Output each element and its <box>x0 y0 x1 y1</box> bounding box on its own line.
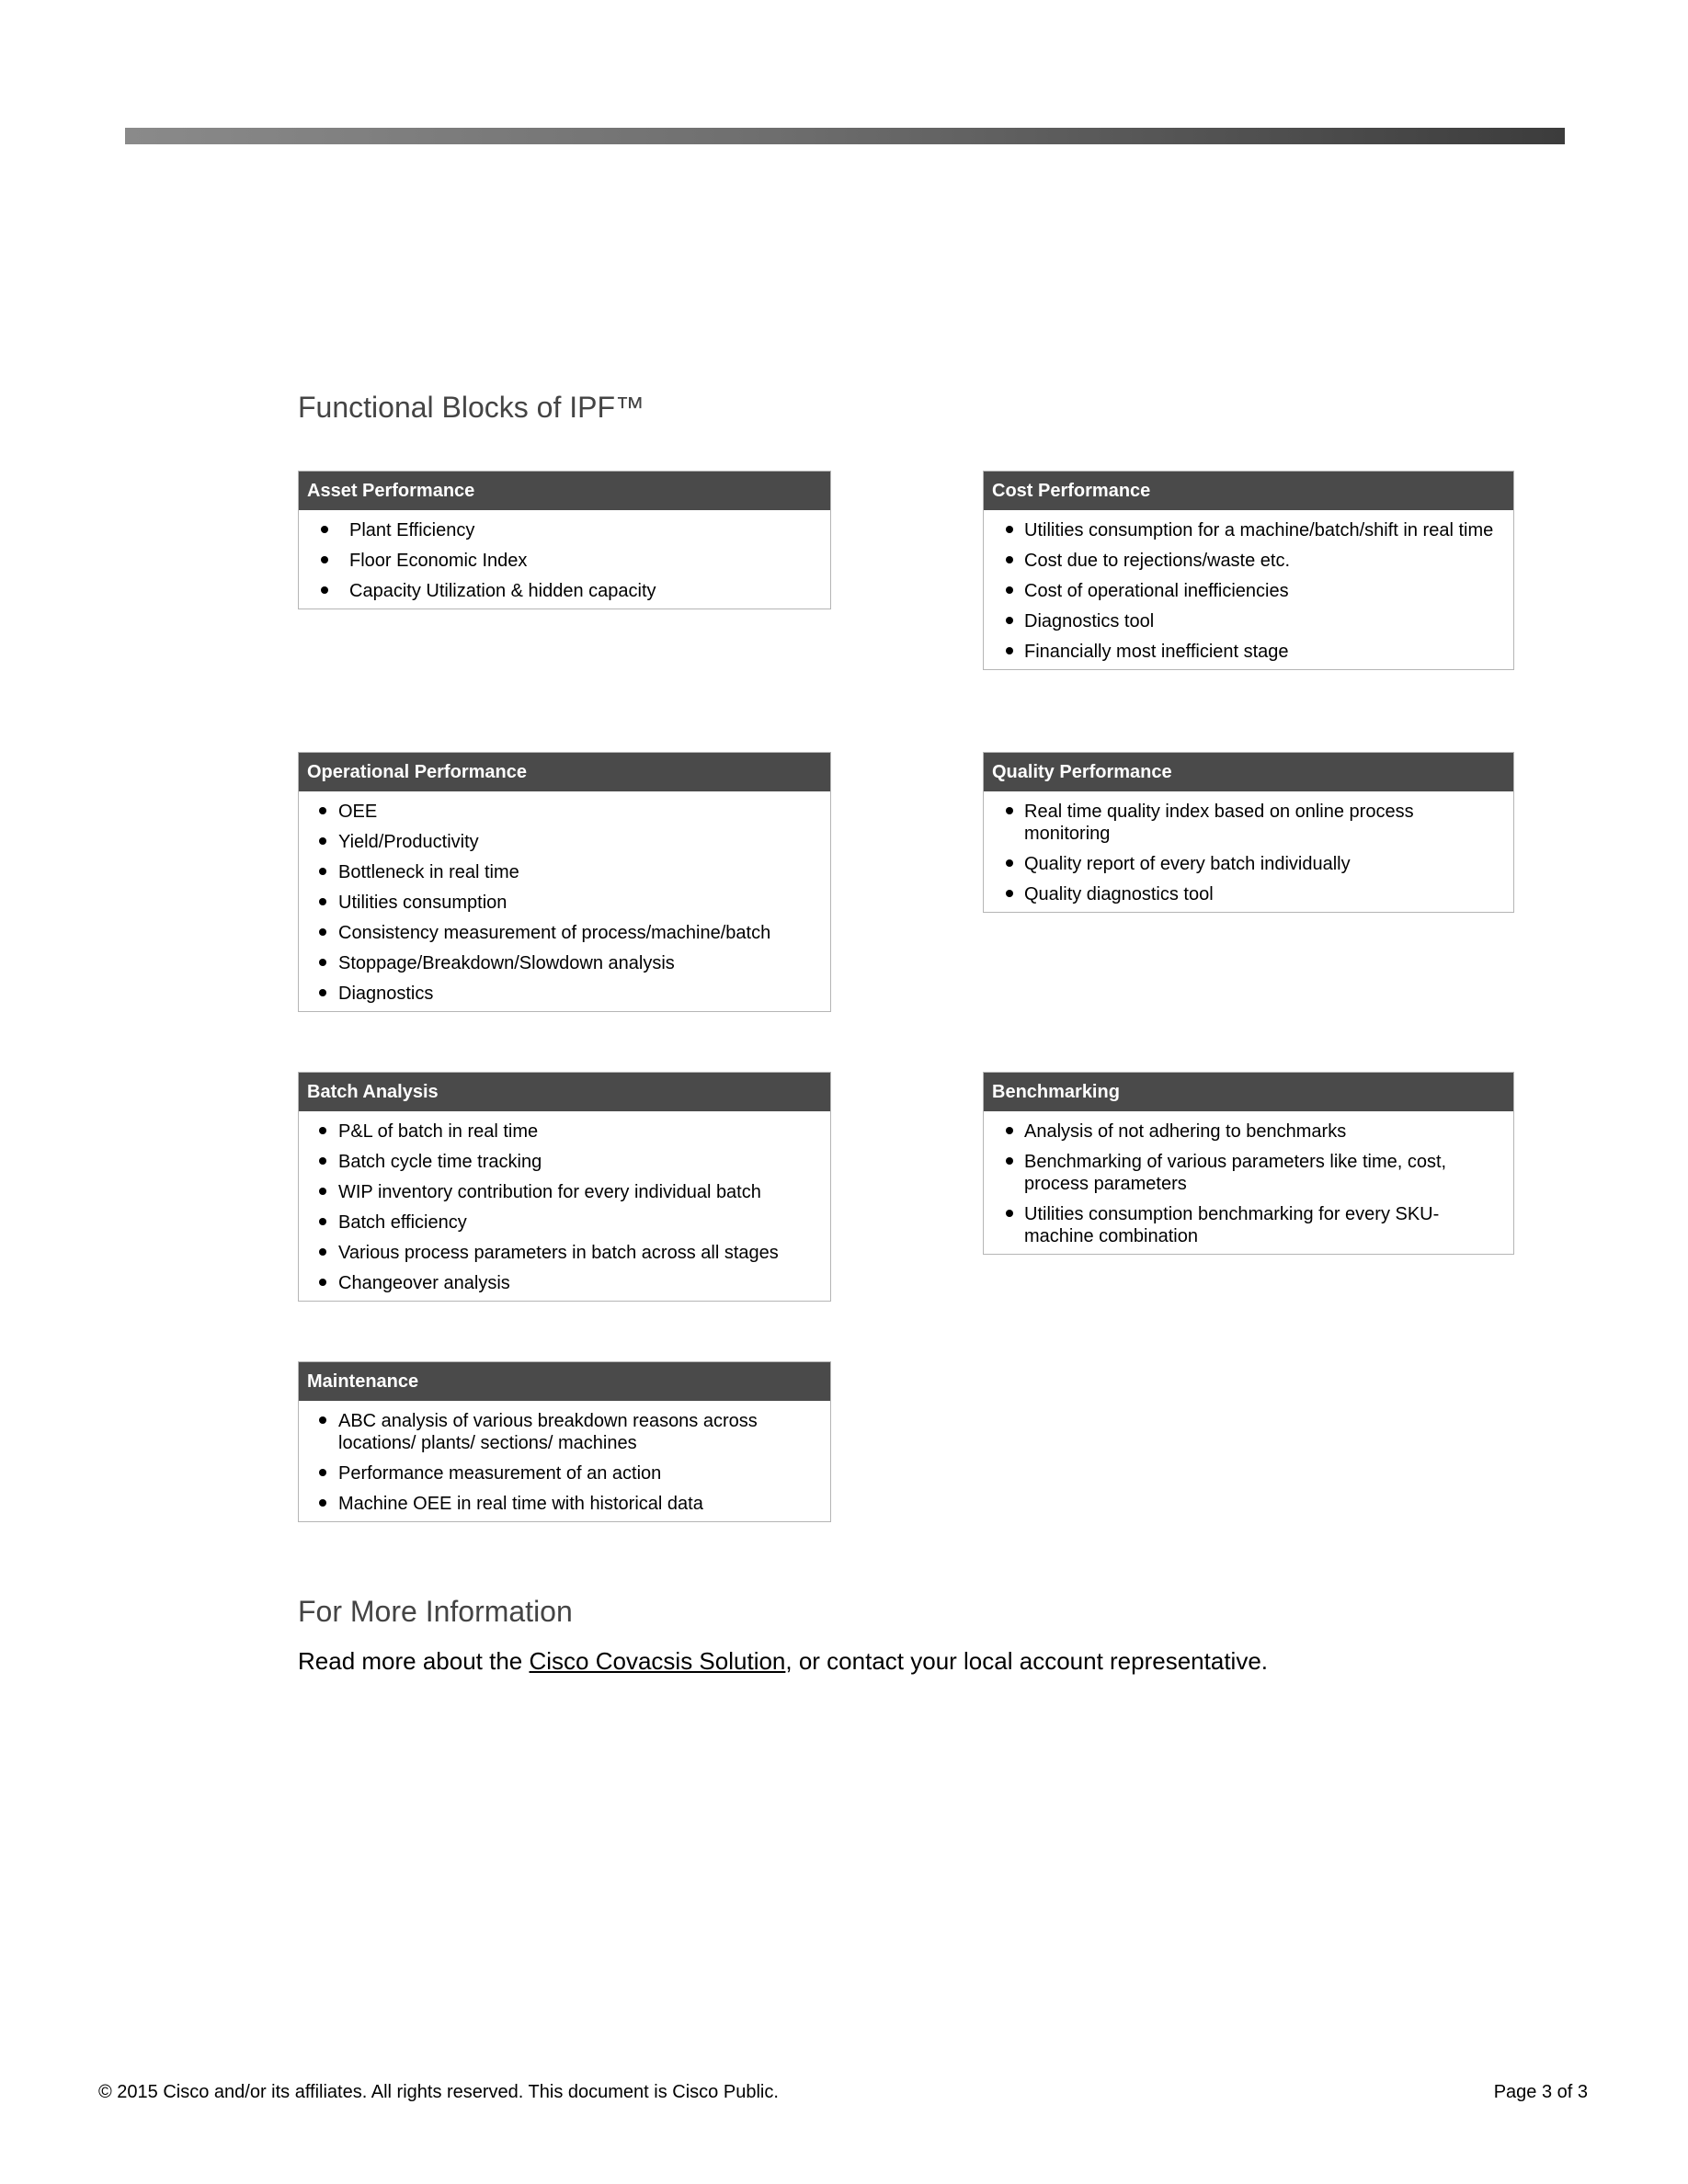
block-list <box>299 510 830 609</box>
list-item: Performance measurement of an action <box>299 1462 814 1484</box>
list-item: Changeover analysis <box>299 1272 814 1294</box>
list-item: Machine OEE in real time with historical data <box>299 1493 814 1515</box>
list-item: Batch efficiency <box>299 1211 814 1234</box>
list-item: Floor Economic Index <box>299 550 814 572</box>
block-quality-performance <box>983 752 1514 913</box>
block-list <box>299 791 830 1011</box>
block-header: Cost Performance <box>984 472 1513 510</box>
header-bar <box>125 128 1565 144</box>
more-info-heading: For More Information <box>298 1595 573 1628</box>
list-item: Cost of operational inefficiencies <box>984 580 1497 602</box>
cisco-covacsis-link[interactable]: Cisco Covacsis Solution <box>529 1647 786 1675</box>
footer-copyright: © 2015 Cisco and/or its affiliates. All rights reserved. This document is Cisco Public. <box>98 2082 779 2102</box>
list-item: Bottleneck in real time <box>299 861 814 883</box>
more-info-text-after: , or contact your local account representative. <box>785 1647 1268 1675</box>
list-item: Quality diagnostics tool <box>984 883 1497 905</box>
list-item: Plant Efficiency <box>299 519 814 541</box>
block-header: Operational Performance <box>299 753 830 791</box>
list-item: Batch cycle time tracking <box>299 1151 814 1173</box>
page-title: Functional Blocks of IPF™ <box>298 391 645 424</box>
list-item: Capacity Utilization & hidden capacity <box>299 580 814 602</box>
list-item: OEE <box>299 801 814 823</box>
block-batch-analysis <box>298 1072 831 1302</box>
more-info-text-before: Read more about the <box>298 1647 530 1675</box>
page-number: Page 3 of 3 <box>1493 2082 1588 2102</box>
block-list <box>984 791 1513 912</box>
block-header: Quality Performance <box>984 753 1513 791</box>
list-item: Analysis of not adhering to benchmarks <box>984 1120 1497 1143</box>
block-asset-performance <box>298 471 831 609</box>
block-list <box>299 1111 830 1301</box>
block-benchmarking <box>983 1072 1514 1255</box>
list-item: Yield/Productivity <box>299 831 814 853</box>
list-item: Diagnostics <box>299 983 814 1005</box>
more-info-text <box>298 1647 1268 1676</box>
list-item: P&L of batch in real time <box>299 1120 814 1143</box>
list-item: Stoppage/Breakdown/Slowdown analysis <box>299 952 814 974</box>
list-item: ABC analysis of various breakdown reasons across locations/ plants/ sections/ machines <box>299 1410 814 1454</box>
list-item: Various process parameters in batch across all stages <box>299 1242 814 1264</box>
block-header: Benchmarking <box>984 1073 1513 1111</box>
list-item: WIP inventory contribution for every individual batch <box>299 1181 814 1203</box>
list-item: Utilities consumption for a machine/batch/shift in real time <box>984 519 1497 541</box>
block-header: Asset Performance <box>299 472 830 510</box>
block-list <box>984 1111 1513 1254</box>
list-item: Utilities consumption benchmarking for every SKU-machine combination <box>984 1203 1497 1247</box>
list-item: Utilities consumption <box>299 892 814 914</box>
block-header: Maintenance <box>299 1362 830 1401</box>
block-header: Batch Analysis <box>299 1073 830 1111</box>
block-cost-performance <box>983 471 1514 670</box>
list-item: Consistency measurement of process/machine/batch <box>299 922 814 944</box>
list-item: Benchmarking of various parameters like time, cost, process parameters <box>984 1151 1497 1195</box>
block-operational-performance <box>298 752 831 1012</box>
list-item: Quality report of every batch individually <box>984 853 1497 875</box>
block-list <box>984 510 1513 669</box>
block-list <box>299 1401 830 1521</box>
list-item: Financially most inefficient stage <box>984 641 1497 663</box>
list-item: Cost due to rejections/waste etc. <box>984 550 1497 572</box>
block-maintenance <box>298 1361 831 1522</box>
list-item: Real time quality index based on online process monitoring <box>984 801 1497 845</box>
list-item: Diagnostics tool <box>984 610 1497 632</box>
